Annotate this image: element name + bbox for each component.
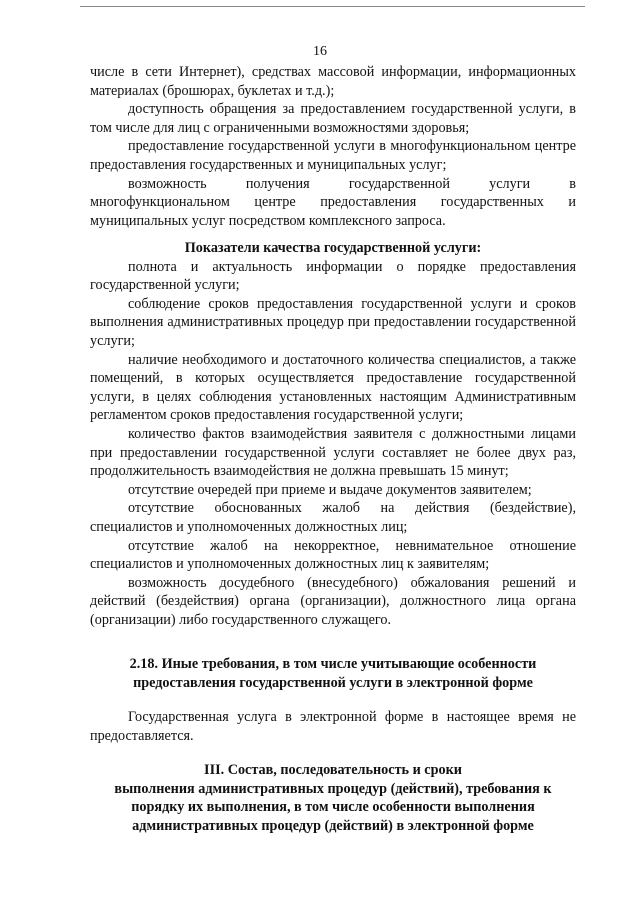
heading-line: 2.18. Иные требования, в том числе учитывающие особенности (129, 656, 537, 672)
section-accessibility (90, 63, 576, 230)
heading-line: предоставления государственной услуги в электронной форме (133, 674, 533, 691)
quality-item: отсутствие обоснованных жалоб на действия (бездействие), специалистов и уполномоченных должностных лиц; (90, 500, 576, 535)
section-2-18-body (90, 708, 576, 745)
paragraph: доступность обращения за предоставлением государственной услуги, в том числе для лиц с ограниченными возможностями здоровья; (90, 101, 576, 136)
quality-item: отсутствие очередей при приеме и выдаче документов заявителем; (128, 481, 532, 498)
paragraph: Государственная услуга в электронной форме в настоящее время не предоставляется. (90, 709, 576, 744)
quality-item: полнота и актуальность информации о порядке предоставления государственной услуги; (90, 258, 576, 294)
paragraph: возможность получения государственной услуги в многофункциональном центре предоставления государственных и муниципальных услуг посредством комплексного запроса. (90, 175, 576, 229)
section-2-18-heading (90, 655, 576, 692)
heading-line: порядку их выполнения, в том числе особенности выполнения (131, 799, 535, 816)
heading-line: административных процедур (действий) в электронной форме (132, 817, 534, 834)
paragraph: числе в сети Интернет), средствах массовой информации, информационных материалах (брошюрах, буклетах и т.д.); (90, 64, 576, 99)
heading-line: выполнения административных процедур (действий), требования к (114, 780, 552, 797)
paragraph: предоставление государственной услуги в многофункциональном центре предоставления государственных и муниципальных услуг; (90, 138, 576, 173)
page-number: 16 (313, 44, 327, 59)
section-quality (90, 239, 576, 629)
section-3-heading (90, 761, 576, 835)
heading-line: III. Состав, последовательность и сроки (204, 762, 462, 778)
quality-item: возможность досудебного (внесудебного) обжалования решений и действий (бездействия) органа (организации), должностного лица органа (организации) либо государственного служащего. (90, 574, 576, 628)
quality-item: количество фактов взаимодействия заявителя с должностными лицами при предоставлении государственной услуги составляет не более двух раз, продолжительность взаимодействия не должна превышать 15 минут; (90, 425, 576, 480)
top-rule (80, 6, 585, 7)
quality-item: соблюдение сроков предоставления государственной услуги и сроков выполнения административных процедур при предоставлении государственной услуги; (90, 295, 576, 349)
quality-heading: Показатели качества государственной услуги: (184, 240, 482, 256)
quality-item: отсутствие жалоб на некорректное, невнимательное отношение специалистов и уполномоченных должностных лиц к заявителям; (90, 537, 576, 573)
quality-item: наличие необходимого и достаточного количества специалистов, а также помещений, в которых осуществляется предоставление государственной услуги, в целях соблюдения установленных настоящим Административным регламентом сроков предоставления государственной услуги; (90, 351, 576, 424)
